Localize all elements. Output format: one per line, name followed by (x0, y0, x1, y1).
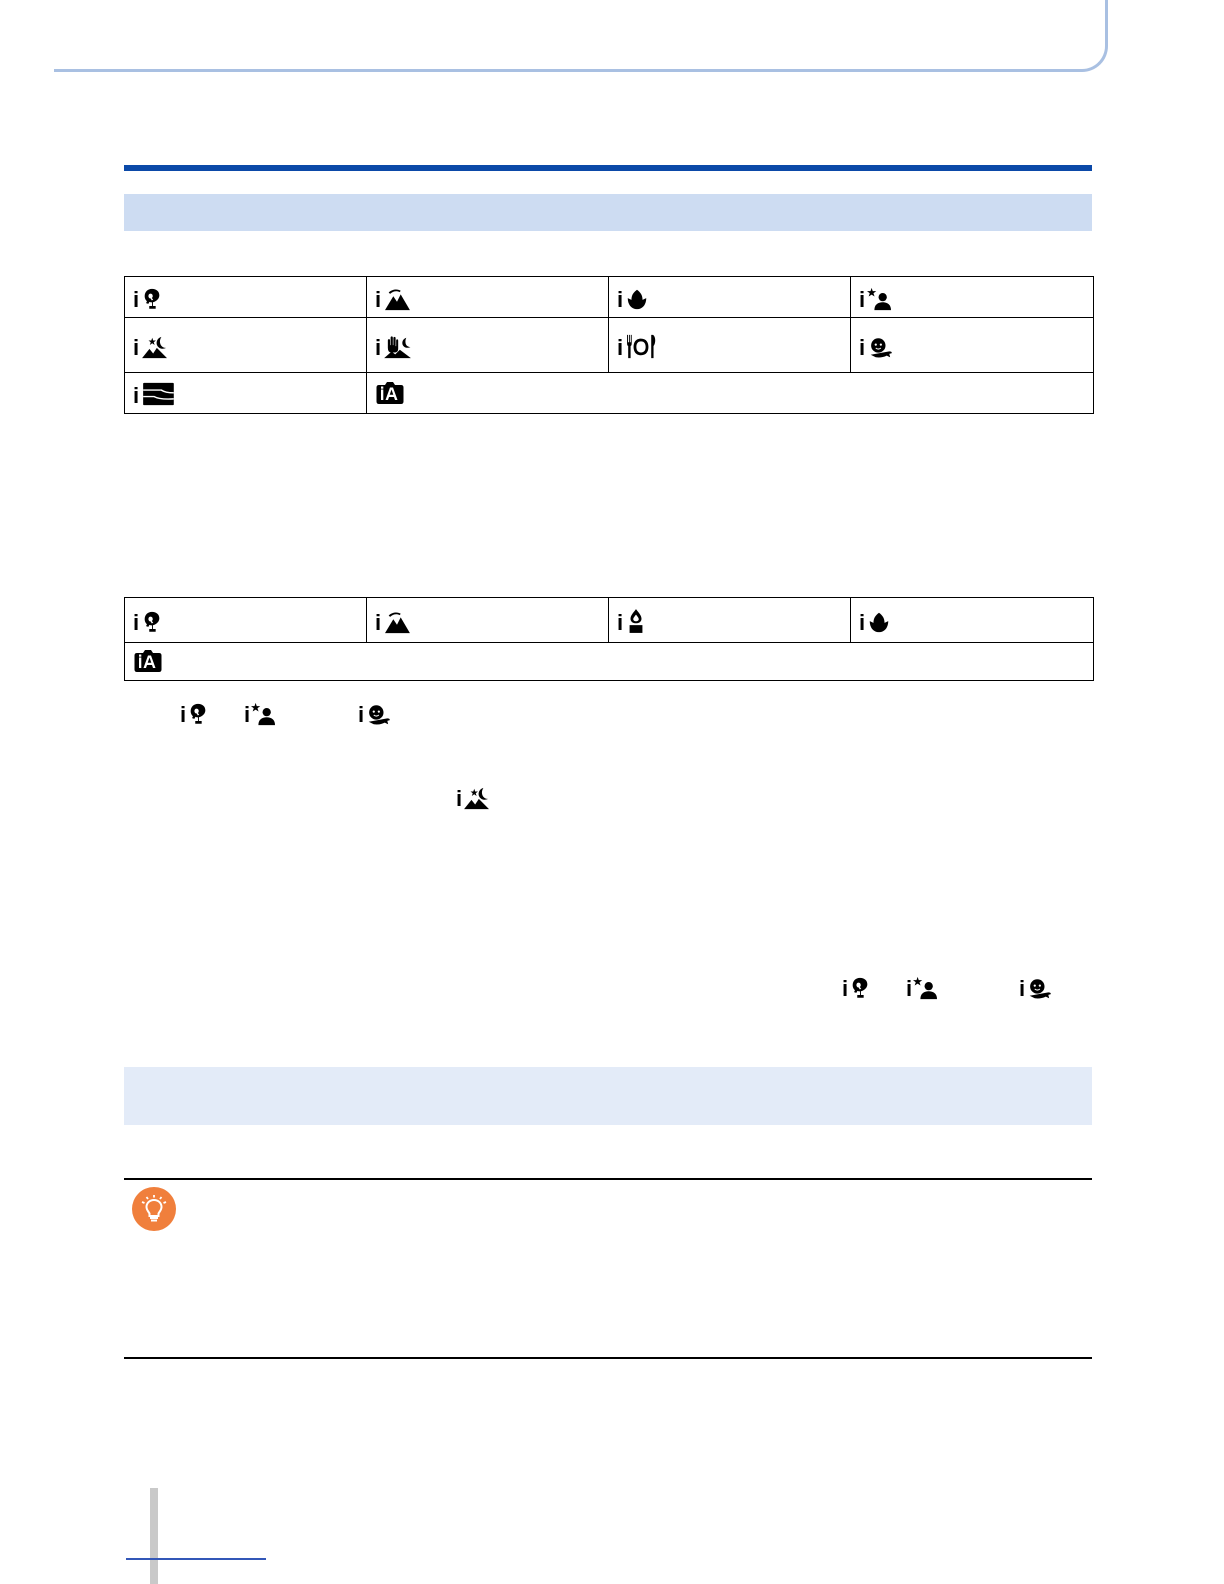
table-cell (851, 598, 1094, 643)
night-portrait-icon: i (244, 702, 275, 726)
night-scenery-icon: i (456, 786, 491, 810)
baby-icon: i (358, 704, 391, 726)
night-portrait-icon: i (906, 976, 937, 1000)
lightbulb-icon (132, 1187, 176, 1231)
table-cell (367, 373, 1094, 414)
table-cell (125, 643, 1094, 681)
page-side-bar (150, 1488, 158, 1584)
table-cell (367, 318, 609, 373)
link-underline[interactable] (126, 1558, 266, 1560)
table-cell (609, 318, 851, 373)
note-band (124, 1067, 1092, 1125)
intelligent-auto-icon (375, 377, 405, 405)
macro-icon: i (617, 283, 649, 311)
low-light-icon: i (617, 606, 647, 634)
table-cell (125, 277, 367, 318)
sunset-icon: i (133, 379, 175, 407)
title-rule (124, 165, 1092, 171)
table-cell (609, 598, 851, 643)
scenery-icon: i (375, 283, 411, 311)
section-heading-band (124, 194, 1092, 231)
scene-mode-table-video (124, 597, 1094, 681)
portrait-icon: i (180, 702, 209, 726)
intelligent-auto-icon (133, 645, 163, 673)
handheld-night-icon: i (375, 331, 413, 359)
tip-top-rule (124, 1178, 1092, 1180)
portrait-icon: i (842, 976, 871, 1000)
portrait-icon: i (133, 283, 163, 311)
baby-icon: i (1019, 978, 1052, 1000)
macro-icon: i (859, 606, 891, 634)
scene-mode-table-photo (124, 276, 1094, 414)
table-cell (609, 277, 851, 318)
tip-bottom-rule (124, 1357, 1092, 1359)
table-cell (851, 277, 1094, 318)
portrait-icon: i (133, 606, 163, 634)
night-portrait-icon: i (859, 283, 891, 311)
table-cell (125, 373, 367, 414)
night-scenery-icon: i (133, 331, 169, 359)
table-cell (851, 318, 1094, 373)
baby-icon: i (859, 331, 893, 359)
table-cell (367, 598, 609, 643)
table-cell (367, 277, 609, 318)
table-cell (125, 318, 367, 373)
header-frame (54, 0, 1108, 72)
table-cell (125, 598, 367, 643)
scenery-icon: i (375, 606, 411, 634)
food-icon: i (617, 331, 657, 359)
